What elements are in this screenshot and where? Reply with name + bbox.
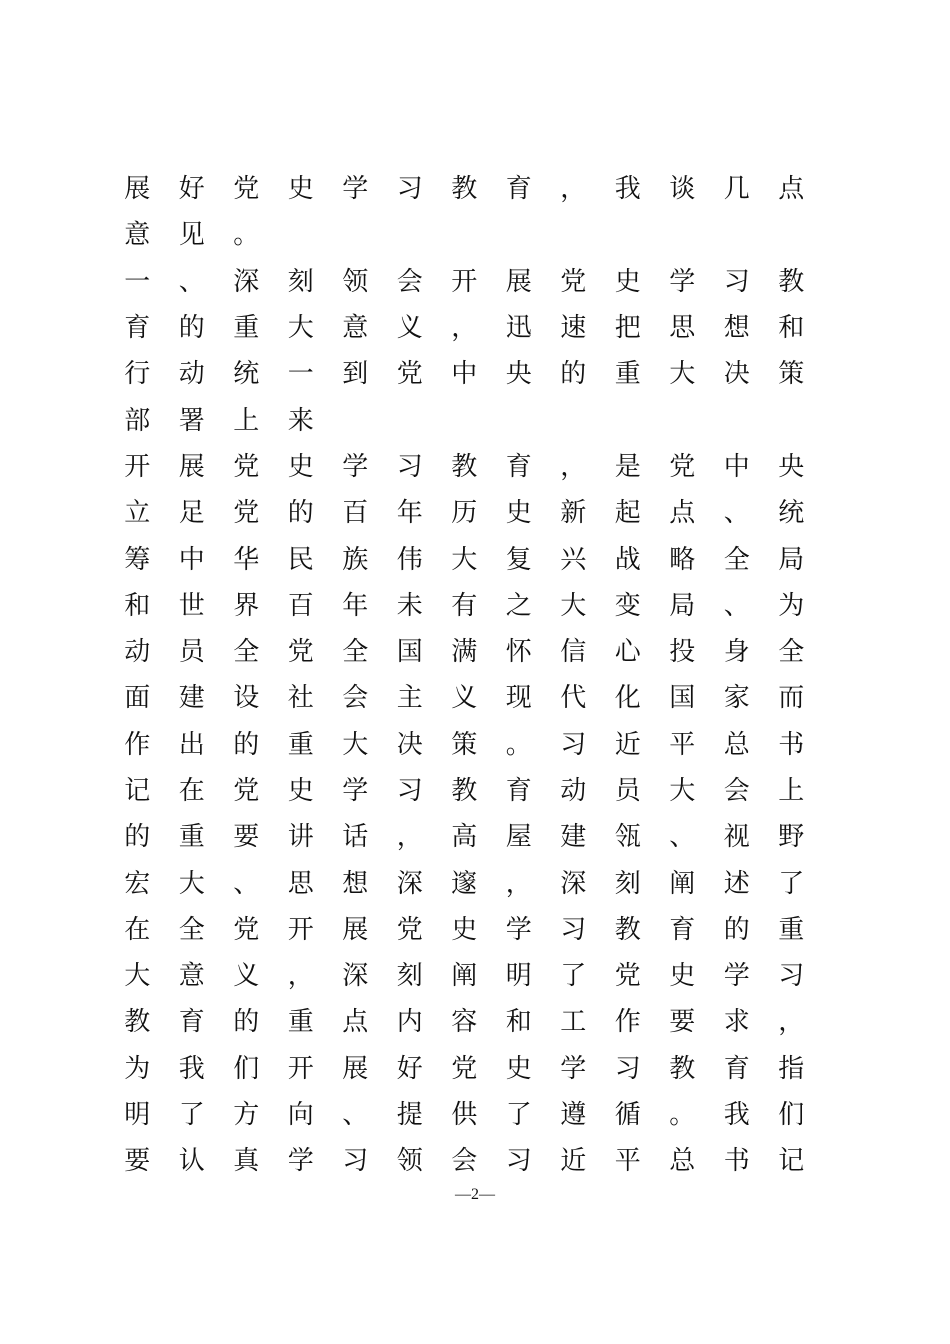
text-char: 史 <box>451 914 478 945</box>
text-char: 现 <box>505 683 532 714</box>
text-char: 思 <box>669 313 696 344</box>
text-char: 立 <box>124 498 151 529</box>
text-char: 开 <box>287 914 314 945</box>
text-char: 大 <box>124 961 151 992</box>
text-line <box>110 768 820 814</box>
text-char: 统 <box>778 498 805 529</box>
text-char: 党 <box>451 1053 478 1084</box>
text-char: 界 <box>233 590 260 621</box>
text-char: 学 <box>342 451 369 482</box>
text-char: 了 <box>505 1100 532 1131</box>
text-char: 习 <box>560 729 587 760</box>
text-char: 的 <box>233 1007 260 1038</box>
text-line <box>110 351 820 397</box>
text-char: 有 <box>451 590 478 621</box>
text-char: 身 <box>723 637 750 668</box>
text-char: 想 <box>723 313 750 344</box>
text-char: 领 <box>396 1146 423 1177</box>
text-line <box>110 397 820 443</box>
text-char: 百 <box>287 590 314 621</box>
text-char: 史 <box>287 174 314 205</box>
text-char: 党 <box>233 451 260 482</box>
text-line <box>110 907 820 953</box>
text-char: 教 <box>451 174 478 205</box>
text-char: 族 <box>342 544 369 575</box>
text-char: 求 <box>723 1007 750 1038</box>
text-char: 意 <box>342 313 369 344</box>
text-char: 、 <box>342 1100 369 1131</box>
text-char: 重 <box>287 1007 314 1038</box>
text-char: ， <box>396 822 423 853</box>
text-char: 总 <box>723 729 750 760</box>
text-char: 党 <box>233 498 260 529</box>
text-char: 和 <box>778 313 805 344</box>
text-char: 党 <box>233 174 260 205</box>
text-char: ， <box>560 174 587 205</box>
text-char: 展 <box>505 266 532 297</box>
text-char: 信 <box>560 637 587 668</box>
text-char: 史 <box>287 451 314 482</box>
text-char: 点 <box>342 1007 369 1038</box>
text-char: 出 <box>178 729 205 760</box>
text-char: 作 <box>124 729 151 760</box>
text-char: 视 <box>723 822 750 853</box>
text-char: 策 <box>778 359 805 390</box>
text-line <box>110 629 820 675</box>
text-char: 和 <box>505 1007 532 1038</box>
text-char: 意 <box>178 961 205 992</box>
text-char: 高 <box>451 822 478 853</box>
text-char: 开 <box>287 1053 314 1084</box>
text-char: 明 <box>124 1100 151 1131</box>
text-char: 一 <box>124 266 151 297</box>
text-char: 、 <box>723 498 750 529</box>
text-line <box>110 860 820 906</box>
text-char: 育 <box>723 1053 750 1084</box>
text-char: 展 <box>124 174 151 205</box>
text-char: 教 <box>124 1007 151 1038</box>
text-line <box>110 305 820 351</box>
text-char: 想 <box>342 868 369 899</box>
text-char: 民 <box>287 544 314 575</box>
text-char: 的 <box>124 822 151 853</box>
text-char: 我 <box>614 174 641 205</box>
text-char: 的 <box>723 914 750 945</box>
text-char: 之 <box>505 590 532 621</box>
text-char: 史 <box>505 1053 532 1084</box>
text-char: 平 <box>614 1146 641 1177</box>
text-char: 速 <box>560 313 587 344</box>
text-char: 主 <box>396 683 423 714</box>
text-char: 党 <box>396 914 423 945</box>
text-char: 化 <box>614 683 641 714</box>
text-char: 教 <box>669 1053 696 1084</box>
text-char: 动 <box>178 359 205 390</box>
text-char: 、 <box>233 868 260 899</box>
text-char: 史 <box>505 498 532 529</box>
text-char: 、 <box>178 266 205 297</box>
text-char: 义 <box>396 313 423 344</box>
text-char: 投 <box>669 637 696 668</box>
text-char: 阐 <box>451 961 478 992</box>
text-char: 了 <box>560 961 587 992</box>
text-char: 大 <box>560 590 587 621</box>
text-char: 们 <box>233 1053 260 1084</box>
text-char: 大 <box>669 776 696 806</box>
text-char: 满 <box>451 637 478 668</box>
text-char: 内 <box>396 1007 423 1038</box>
text-char: 来 <box>287 405 314 436</box>
text-char: 在 <box>178 776 205 806</box>
text-char: 筹 <box>124 544 151 575</box>
text-char: 年 <box>342 590 369 621</box>
text-char: 育 <box>124 313 151 344</box>
text-char: 容 <box>451 1007 478 1038</box>
text-char: 邃 <box>451 868 478 899</box>
text-char: 未 <box>396 590 423 621</box>
text-char: 到 <box>342 359 369 390</box>
text-char: 上 <box>778 776 805 806</box>
text-char: 会 <box>396 266 423 297</box>
body-text <box>110 166 820 1185</box>
text-char: 策 <box>451 729 478 760</box>
text-char: 统 <box>233 359 260 390</box>
text-char: 了 <box>778 868 805 899</box>
text-char: 、 <box>669 822 696 853</box>
text-char: 重 <box>778 914 805 945</box>
text-char: 记 <box>124 776 151 806</box>
text-char: 习 <box>396 451 423 482</box>
text-char: 书 <box>778 729 805 760</box>
text-line <box>110 675 820 721</box>
text-line <box>110 814 820 860</box>
text-char: ， <box>560 451 587 482</box>
text-char: ， <box>505 868 532 899</box>
text-char: 育 <box>505 451 532 482</box>
text-char: 习 <box>778 961 805 992</box>
text-char: 刻 <box>614 868 641 899</box>
text-line <box>110 1138 820 1184</box>
text-char: 书 <box>723 1146 750 1177</box>
text-char: 习 <box>560 914 587 945</box>
text-char: 展 <box>342 914 369 945</box>
text-line <box>110 1092 820 1138</box>
text-char: 展 <box>178 451 205 482</box>
text-char: 义 <box>451 683 478 714</box>
text-char: 是 <box>614 451 641 482</box>
text-char: 而 <box>778 683 805 714</box>
text-char: 平 <box>669 729 696 760</box>
text-char: 习 <box>614 1053 641 1084</box>
text-char: 建 <box>560 822 587 853</box>
text-char: 全 <box>778 637 805 668</box>
text-char: 全 <box>178 914 205 945</box>
text-char: 上 <box>233 405 260 436</box>
text-char: 育 <box>178 1007 205 1038</box>
text-char: 明 <box>505 961 532 992</box>
text-char: 把 <box>614 313 641 344</box>
text-char: 学 <box>669 266 696 297</box>
text-char: 迅 <box>505 313 532 344</box>
text-char: 开 <box>451 266 478 297</box>
text-char: 大 <box>287 313 314 344</box>
text-char: 学 <box>560 1053 587 1084</box>
text-char: 中 <box>178 544 205 575</box>
text-char: 的 <box>233 729 260 760</box>
text-char: 大 <box>669 359 696 390</box>
text-char: 话 <box>342 822 369 853</box>
text-char: 百 <box>342 498 369 529</box>
text-char: 复 <box>505 544 532 575</box>
text-char: 世 <box>178 590 205 621</box>
text-char: 党 <box>233 914 260 945</box>
text-char: 党 <box>560 266 587 297</box>
text-char: 建 <box>178 683 205 714</box>
text-char: 党 <box>396 359 423 390</box>
text-char: 全 <box>342 637 369 668</box>
text-char: 循 <box>614 1100 641 1131</box>
text-char: 瓴 <box>614 822 641 853</box>
text-char: 中 <box>723 451 750 482</box>
text-char: 会 <box>723 776 750 806</box>
text-line <box>110 1046 820 1092</box>
text-char: 央 <box>505 359 532 390</box>
text-char: 一 <box>287 359 314 390</box>
text-char: 近 <box>614 729 641 760</box>
text-char: 工 <box>560 1007 587 1038</box>
text-char: 屋 <box>505 822 532 853</box>
text-char: 作 <box>614 1007 641 1038</box>
text-char: 深 <box>233 266 260 297</box>
text-line <box>110 953 820 999</box>
text-line <box>110 490 820 536</box>
text-char: 局 <box>778 544 805 575</box>
text-char: 全 <box>723 544 750 575</box>
text-char: 年 <box>396 498 423 529</box>
text-char: 在 <box>124 914 151 945</box>
text-char: 员 <box>178 637 205 668</box>
text-char: 史 <box>669 961 696 992</box>
text-char: 决 <box>396 729 423 760</box>
text-char: 见 <box>178 220 205 251</box>
page-number: —2— <box>455 1186 495 1203</box>
text-char: 。 <box>669 1100 696 1131</box>
text-char: 伟 <box>396 544 423 575</box>
text-char: 记 <box>778 1146 805 1177</box>
text-char: 部 <box>124 405 151 436</box>
text-char: 设 <box>233 683 260 714</box>
text-char: 要 <box>233 822 260 853</box>
text-char: 战 <box>614 544 641 575</box>
text-char: 教 <box>778 266 805 297</box>
text-char: 史 <box>614 266 641 297</box>
text-char: 大 <box>451 544 478 575</box>
text-line <box>110 259 820 305</box>
text-char: 提 <box>396 1100 423 1131</box>
text-char: 重 <box>233 313 260 344</box>
text-char: 思 <box>287 868 314 899</box>
text-char: 野 <box>778 822 805 853</box>
text-char: 怀 <box>505 637 532 668</box>
text-char: 几 <box>723 174 750 205</box>
text-char: 行 <box>124 359 151 390</box>
text-char: 刻 <box>396 961 423 992</box>
text-char: 我 <box>723 1100 750 1131</box>
text-char: 党 <box>669 451 696 482</box>
text-line <box>110 536 820 582</box>
text-char: 总 <box>669 1146 696 1177</box>
text-char: 真 <box>233 1146 260 1177</box>
text-char: 国 <box>396 637 423 668</box>
text-char: 刻 <box>287 266 314 297</box>
text-char: 谈 <box>669 174 696 205</box>
text-char: 党 <box>233 776 260 806</box>
text-char: 宏 <box>124 868 151 899</box>
text-char: ， <box>287 961 314 992</box>
text-char: 供 <box>451 1100 478 1131</box>
text-char: 育 <box>669 914 696 945</box>
text-char: 学 <box>287 1146 314 1177</box>
text-char: 新 <box>560 498 587 529</box>
text-char: 。 <box>233 220 260 251</box>
text-char: 要 <box>124 1146 151 1177</box>
text-char: 们 <box>778 1100 805 1131</box>
text-char: 国 <box>669 683 696 714</box>
text-char: 教 <box>614 914 641 945</box>
text-line <box>110 722 820 768</box>
text-char: 和 <box>124 590 151 621</box>
text-line <box>110 212 820 258</box>
text-char: 方 <box>233 1100 260 1131</box>
text-char: 学 <box>342 174 369 205</box>
text-char: 义 <box>233 961 260 992</box>
text-char: 学 <box>342 776 369 806</box>
text-char: 党 <box>614 961 641 992</box>
text-char: 。 <box>505 729 532 760</box>
text-char: 全 <box>233 637 260 668</box>
text-char: 为 <box>778 590 805 621</box>
text-char: 大 <box>342 729 369 760</box>
text-char: 的 <box>287 498 314 529</box>
text-char: 面 <box>124 683 151 714</box>
text-char: 央 <box>778 451 805 482</box>
text-char: 深 <box>342 961 369 992</box>
text-char: 大 <box>178 868 205 899</box>
text-char: 教 <box>451 451 478 482</box>
text-char: 育 <box>505 776 532 806</box>
text-char: 我 <box>178 1053 205 1084</box>
text-char: 动 <box>560 776 587 806</box>
text-char: 略 <box>669 544 696 575</box>
text-char: 、 <box>723 590 750 621</box>
text-char: 遵 <box>560 1100 587 1131</box>
text-char: 深 <box>396 868 423 899</box>
text-char: ， <box>451 313 478 344</box>
text-char: 教 <box>451 776 478 806</box>
text-char: 华 <box>233 544 260 575</box>
text-char: 向 <box>287 1100 314 1131</box>
text-char: 署 <box>178 405 205 436</box>
text-char: 的 <box>178 313 205 344</box>
text-char: 重 <box>287 729 314 760</box>
text-char: 好 <box>396 1053 423 1084</box>
text-char: 的 <box>560 359 587 390</box>
text-char: 会 <box>451 1146 478 1177</box>
text-char: 近 <box>560 1146 587 1177</box>
text-char: 中 <box>451 359 478 390</box>
text-char: 家 <box>723 683 750 714</box>
text-char: 心 <box>614 637 641 668</box>
text-char: 重 <box>614 359 641 390</box>
text-char: 指 <box>778 1053 805 1084</box>
text-char: 学 <box>505 914 532 945</box>
text-line <box>110 166 820 212</box>
text-char: 好 <box>178 174 205 205</box>
text-char: 要 <box>669 1007 696 1038</box>
text-char: 习 <box>505 1146 532 1177</box>
text-char: 历 <box>451 498 478 529</box>
text-char: 变 <box>614 590 641 621</box>
text-char: 认 <box>178 1146 205 1177</box>
text-char: 起 <box>614 498 641 529</box>
text-char: 重 <box>178 822 205 853</box>
text-char: 会 <box>342 683 369 714</box>
text-char: 领 <box>342 266 369 297</box>
text-char: 阐 <box>669 868 696 899</box>
text-char: 学 <box>723 961 750 992</box>
text-char: 了 <box>178 1100 205 1131</box>
text-char: 局 <box>669 590 696 621</box>
text-line <box>110 583 820 629</box>
text-char: 习 <box>342 1146 369 1177</box>
text-char: 足 <box>178 498 205 529</box>
text-char: 史 <box>287 776 314 806</box>
text-char: 为 <box>124 1053 151 1084</box>
text-char: 社 <box>287 683 314 714</box>
text-char: 动 <box>124 637 151 668</box>
text-char: 述 <box>723 868 750 899</box>
text-char: 点 <box>669 498 696 529</box>
text-char: 兴 <box>560 544 587 575</box>
text-char: 习 <box>396 776 423 806</box>
text-line <box>110 444 820 490</box>
text-char: 代 <box>560 683 587 714</box>
text-char: 党 <box>287 637 314 668</box>
text-char: 展 <box>342 1053 369 1084</box>
text-char: ， <box>778 1007 805 1038</box>
text-char: 开 <box>124 451 151 482</box>
text-char: 深 <box>560 868 587 899</box>
text-char: 点 <box>778 174 805 205</box>
text-char: 习 <box>396 174 423 205</box>
text-char: 育 <box>505 174 532 205</box>
text-char: 讲 <box>287 822 314 853</box>
text-char: 员 <box>614 776 641 806</box>
text-char: 习 <box>723 266 750 297</box>
text-line <box>110 999 820 1045</box>
text-char: 意 <box>124 220 151 251</box>
text-char: 决 <box>723 359 750 390</box>
